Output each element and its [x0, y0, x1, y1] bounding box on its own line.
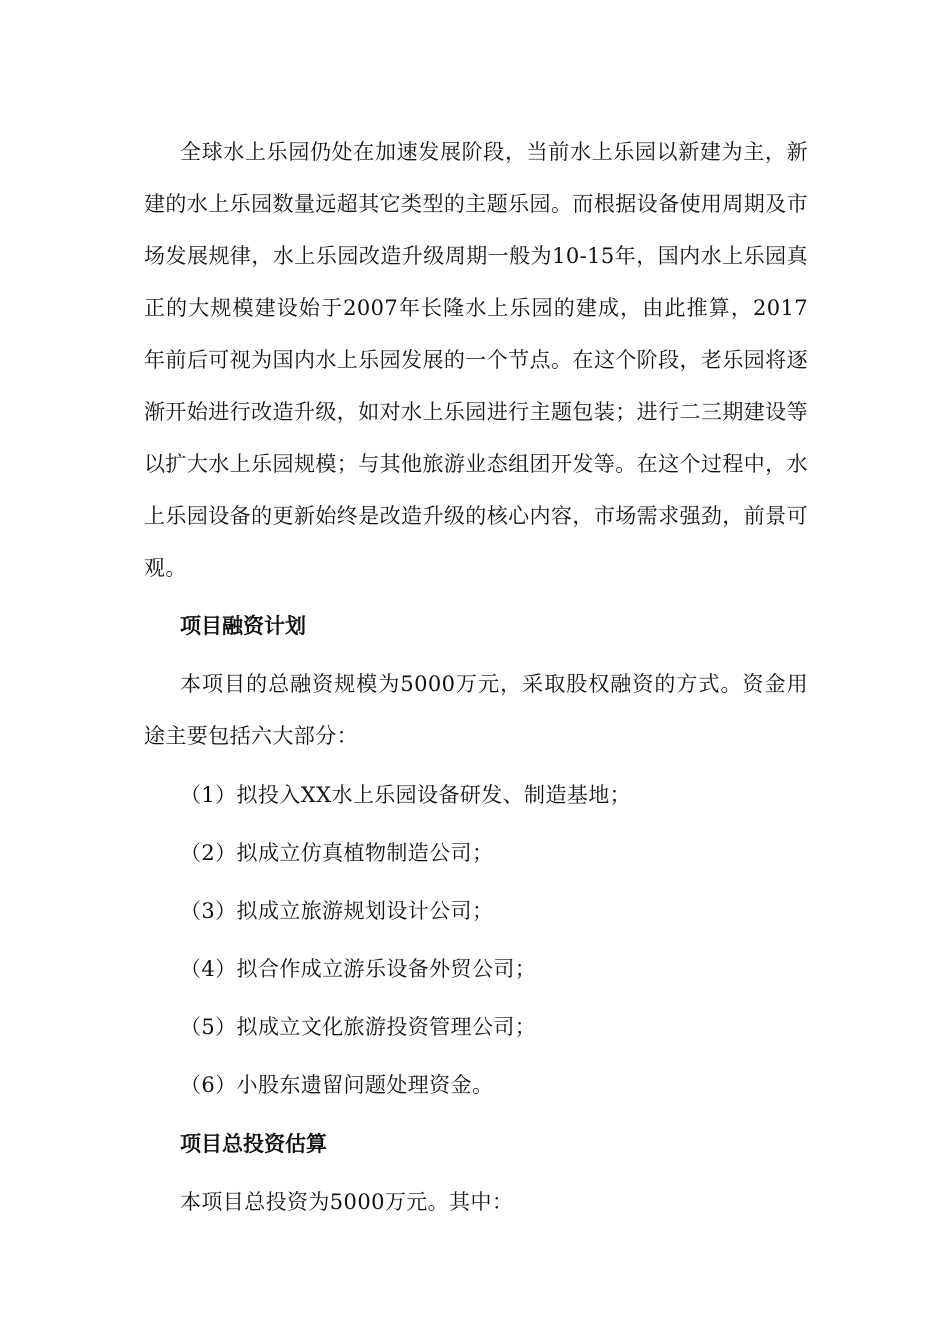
list-item: （3）拟成立旅游规划设计公司；: [180, 899, 494, 923]
paragraph-total-investment: 本项目总投资为5000万元。其中：: [180, 1190, 514, 1214]
list-item: （4）拟合作成立游乐设备外贸公司；: [180, 957, 537, 981]
paragraph-financing-scale: 本项目的总融资规模为5000万元，采取股权融资的方式。资金用途主要包括六大部分：: [144, 672, 808, 748]
list-item: （6）小股东遗留问题处理资金。: [180, 1073, 494, 1097]
heading-financing-plan: 项目融资计划: [180, 614, 306, 638]
list-item: （5）拟成立文化旅游投资管理公司；: [180, 1015, 537, 1039]
paragraph-market-outlook: 全球水上乐园仍处在加速发展阶段，当前水上乐园以新建为主，新建的水上乐园数量远超其它类型的主题乐园。而根据设备使用周期及市场发展规律，水上乐园改造升级周期一般为10-15年，国内水上乐园真正的大规模建设始于2007年长隆水上乐园的建成，由此推算，2017年前后可视为国内水上乐园发展的一个节点。在这个阶段，老乐园将逐渐开始进行改造升级，如对水上乐园进行主题包装；进行二三期建设等以扩大水上乐园规模；与其他旅游业态组团开发等。在这个过程中，水上乐园设备的更新始终是改造升级的核心内容，市场需求强劲，前景可观。: [144, 140, 808, 580]
heading-total-investment: 项目总投资估算: [180, 1132, 327, 1156]
list-item: （1）拟投入XX水上乐园设备研发、制造基地；: [180, 783, 632, 807]
document-page: [144, 126, 808, 1228]
list-item: （2）拟成立仿真植物制造公司；: [180, 841, 494, 865]
fund-uses-list: [144, 766, 808, 1114]
